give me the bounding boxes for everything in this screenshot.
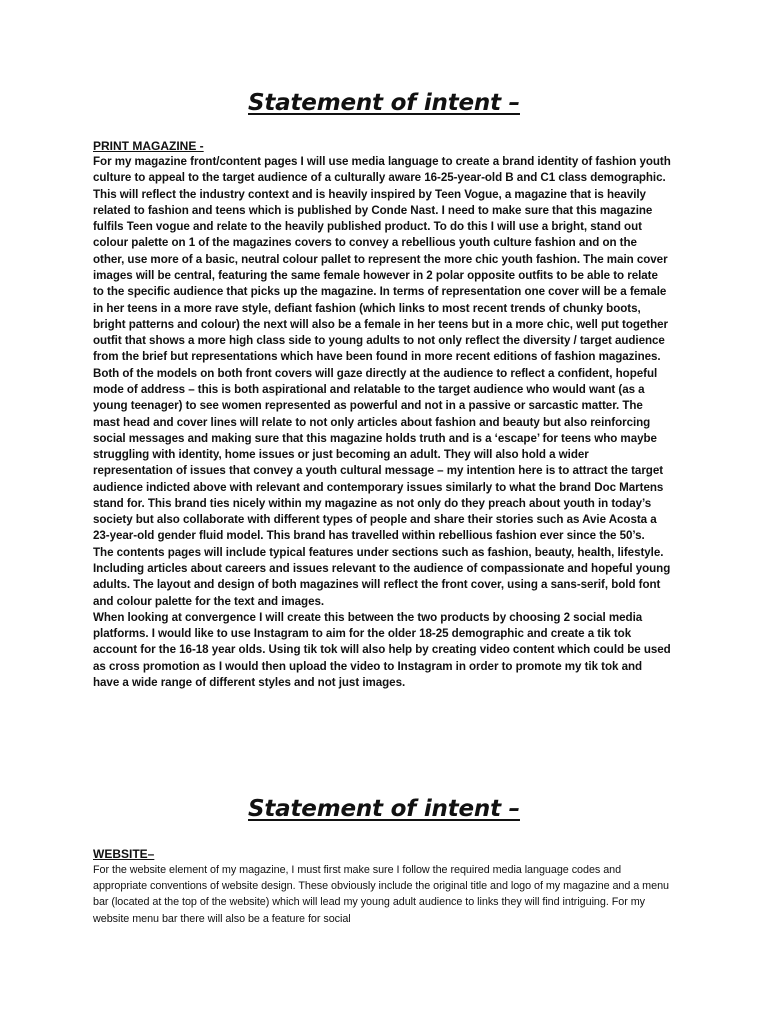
page-title: Statement of intent – (248, 90, 520, 116)
paragraph: When looking at convergence I will create this between the two products by choosing 2 social media platforms. I would like to use Instagram to aim for the older 18-25 demographic and create a tik tok account for the 16-18 year olds. Using tik tok will also help by creating video content which could be used as cross promotion as I would then upload the video to Instagram in order to promote my tik tok and have a wide range of different styles and not just images. (93, 610, 671, 689)
section-heading: PRINT MAGAZINE - (93, 139, 204, 153)
print-magazine-section (93, 138, 671, 691)
section-heading: WEBSITE– (93, 847, 155, 861)
page-title: Statement of intent – (248, 796, 520, 822)
paragraph: For my magazine front/content pages I will use media language to create a brand identity of fashion youth culture to appeal to the target audience of a culturally aware 16-25-year-old B and C1 class demographic. This will reflect the industry context and is heavily inspired by Teen Vogue, a magazine that is heavily related to fashion and teens which is published by Conde Nast. I need to make sure that this magazine fulfils Teen vogue and relate to the heavily published product. To do this I will use a bright, stand out colour palette on 1 of the magazines covers to convey a rebellious youth culture fashion and on the other, use more of a basic, neutral colour pallet to represent the more chic youth fashion. The main cover images will be central, featuring the same female however in 2 polar opposite outfits to be able to relate to the specific audience that picks up the magazine. In terms of representation one cover will be a female in her teens in a more rave style, defiant fashion (which links to most recent trends of chunky boots, bright patterns and colour) the next will also be a female in her teens but in a more chic, well put together outfit that shows a more high class side to young adults to not only reflect the diversity / target audience from the brief but representations which have been found in more recent editions of fashion magazines. Both of the models on both front covers will gaze directly at the audience to reflect a confident, hopeful mode of address – this is both aspirational and relatable to the target audience who would want (as a young teenager) to see women represented as powerful and not in a passive or sarcastic matter. The mast head and cover lines will relate to not only articles about fashion and beauty but also reinforcing social messages and making sure that this magazine holds truth and is a ‘escape’ for teens who maybe struggling with identity, home issues or just becoming an adult. They will also hold a wider representation of issues that convey a youth cultural message – my intention here is to attract the target audience indicted above with relevant and contemporary issues similarly to what the brand Doc Martens stand for. This brand ties nicely within my magazine as not only do they preach about youth in today’s society but also collaborate with different types of people and share their stories such as Avie Acosta a 23-year-old gender fluid model. This brand has travelled within rebellious fashion ever since the 50’s. (93, 155, 671, 543)
website-section (93, 846, 671, 927)
paragraph: The contents pages will include typical features under sections such as fashion, beauty, health, lifestyle. Including articles about careers and issues relevant to the audience of compassionate and hopeful young adults. The layout and design of both magazines will reflect the front cover, using a sans-serif, bold font and colour palette for the text and images. (93, 545, 671, 608)
paragraph: For the website element of my magazine, I must first make sure I follow the required media language codes and appropriate conventions of website design. These obviously include the original title and logo of my magazine and a menu bar (located at the top of the website) which will lead my young adult audience to links they will find intriguing. For my website menu bar there will also be a feature for social (93, 864, 669, 925)
